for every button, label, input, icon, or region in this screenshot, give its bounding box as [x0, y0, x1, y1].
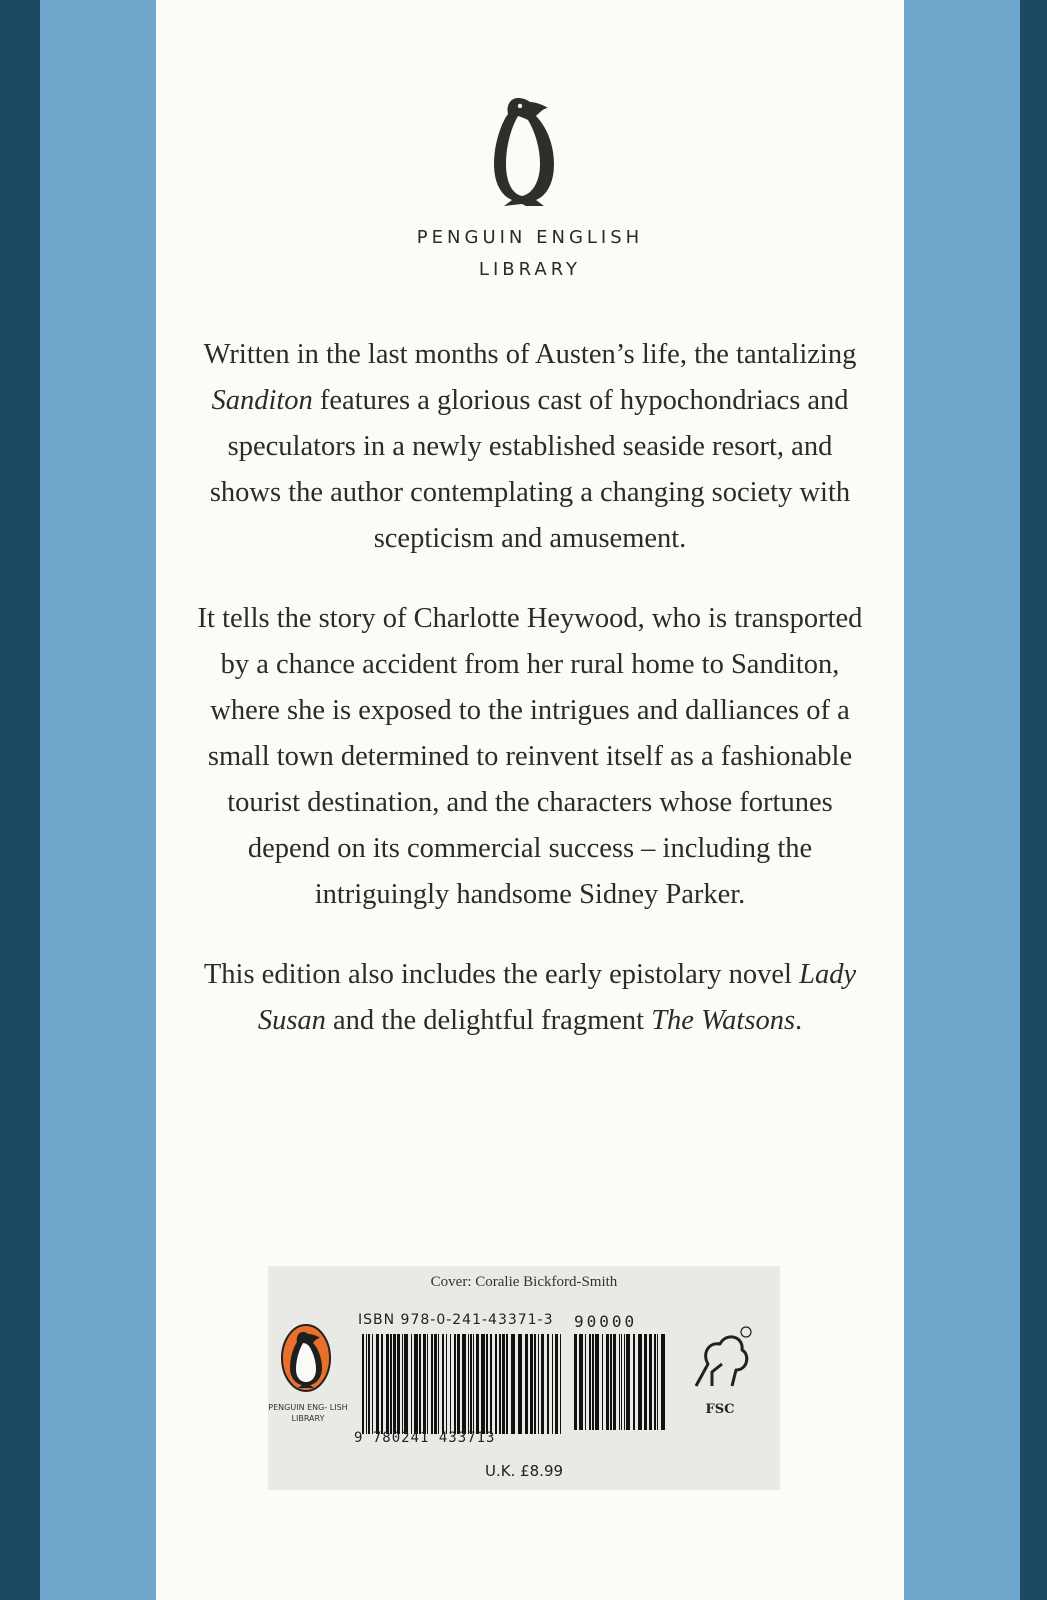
barcode-panel: [268, 1266, 780, 1490]
barcode-bar: [462, 1334, 466, 1434]
barcode-bar: [579, 1334, 583, 1430]
logo-label: PENGUIN ENG- LISH LIBRARY: [268, 1403, 348, 1423]
barcode-bar: [585, 1334, 586, 1430]
price: U.K. £8.99: [484, 1462, 564, 1480]
barcode-bar: [390, 1334, 392, 1434]
blurb-paragraph-3: [196, 952, 864, 1044]
blurb-text: and the delightful fragment: [325, 1005, 652, 1036]
series-title-line2: LIBRARY: [478, 259, 582, 280]
barcode-bar: [547, 1334, 549, 1434]
blurb-paragraph-1: [196, 332, 864, 562]
barcode-bar: [495, 1334, 497, 1434]
barcode-bar: [626, 1334, 630, 1430]
barcode-bar: [446, 1334, 447, 1434]
barcode-icon: [362, 1334, 562, 1434]
barcode-bar: [661, 1334, 665, 1430]
barcode-bar: [595, 1334, 599, 1430]
fsc-label: FSC: [705, 1402, 735, 1417]
barcode-bar: [525, 1334, 528, 1434]
barcode-bar: [376, 1334, 379, 1434]
cover-credit: Cover: Coralie Bickford-Smith: [430, 1274, 618, 1290]
barcode-bar: [638, 1334, 642, 1430]
barcode-bar: [431, 1334, 433, 1434]
barcode-bar: [506, 1334, 508, 1434]
barcode-bar: [518, 1334, 522, 1434]
barcode-bar: [470, 1334, 472, 1434]
barcode-bar: [610, 1334, 612, 1430]
barcode-digits: 9 780241 433713: [354, 1430, 496, 1446]
barcode-bar: [624, 1334, 625, 1430]
right-blue-band: [904, 0, 1020, 1600]
barcode-bar: [366, 1334, 367, 1434]
penguin-icon: [488, 92, 560, 210]
blurb: [196, 332, 864, 1078]
series-title: [156, 222, 904, 286]
fsc-tree-icon: [688, 1324, 752, 1404]
barcode-bar: [534, 1334, 536, 1434]
barcode-bar: [450, 1334, 451, 1434]
price-code-digits: 90000: [574, 1312, 638, 1331]
barcode-bar: [649, 1334, 652, 1430]
barcode-bar: [502, 1334, 505, 1434]
barcode-bar: [362, 1334, 364, 1434]
barcode-bar: [644, 1334, 647, 1430]
barcode-bar: [397, 1334, 400, 1434]
barcode-bar: [613, 1334, 616, 1430]
barcode-bar: [560, 1334, 561, 1434]
barcode-bar: [530, 1334, 533, 1434]
isbn-text: ISBN 978-0-241-43371-3: [358, 1312, 554, 1328]
barcode-bar: [419, 1334, 421, 1434]
barcode-bar: [490, 1334, 492, 1434]
barcode-bar: [393, 1334, 396, 1434]
barcode-bar: [574, 1334, 577, 1430]
barcode-bar: [423, 1334, 426, 1434]
barcode-bar: [511, 1334, 515, 1434]
barcode-bar: [486, 1334, 488, 1434]
price-code-barcode-icon: [574, 1334, 666, 1430]
barcode-bar: [541, 1334, 544, 1434]
barcode-bar: [368, 1334, 370, 1434]
book-title-the-watsons: The Watsons: [651, 1005, 796, 1036]
barcode-bar: [589, 1334, 591, 1430]
blurb-text: features a glorious cast of hypochondriacs and speculators in a newly established seaside resort, and shows the author contemplating a changing society with scepticism and amusement.: [209, 385, 851, 554]
barcode-bar: [434, 1334, 437, 1434]
blurb-paragraph-2: It tells the story of Charlotte Heywood, who is transported by a chance accident from her rural home to Sanditon, where she is exposed to the intrigues and dalliances of a small town determined to reinvent itself as a fashionable tourist destination, and the characters whose fortunes depend on its commercial success – including the intriguingly handsome Sidney Parker.: [197, 603, 863, 910]
barcode-bar: [657, 1334, 658, 1430]
left-blue-band: [40, 0, 156, 1600]
barcode-bar: [592, 1334, 594, 1430]
barcode-bar: [381, 1334, 383, 1434]
barcode-bar: [499, 1334, 501, 1434]
barcode-bar: [386, 1334, 389, 1434]
barcode-bar: [457, 1334, 460, 1434]
book-title-lady-susan: Lady Susan: [257, 959, 857, 1036]
barcode-bar: [473, 1334, 474, 1434]
barcode-bar: [427, 1334, 428, 1434]
barcode-bar: [404, 1334, 408, 1434]
blurb-text: .: [795, 1005, 803, 1036]
barcode-bar: [438, 1334, 439, 1434]
barcode-bar: [468, 1334, 469, 1434]
book-title-sanditon: Sanditon: [211, 385, 313, 416]
barcode-bar: [476, 1334, 479, 1434]
penguin-badge-icon: [278, 1322, 334, 1394]
blurb-text: Written in the last months of Austen’s life, the tantalizing: [203, 339, 857, 370]
barcode-bar: [552, 1334, 553, 1434]
barcode-bar: [414, 1334, 418, 1434]
barcode-bar: [454, 1334, 456, 1434]
barcode-bar: [372, 1334, 373, 1434]
barcode-bar: [411, 1334, 412, 1434]
barcode-bar: [555, 1334, 558, 1434]
barcode-bar: [621, 1334, 622, 1430]
barcode-bar: [442, 1334, 444, 1434]
barcode-bar: [606, 1334, 609, 1430]
blurb-text: This edition also includes the early epistolary novel: [203, 959, 800, 990]
series-title-line1: PENGUIN ENGLISH: [416, 227, 644, 248]
barcode-bar: [654, 1334, 656, 1430]
barcode-bar: [402, 1334, 403, 1434]
barcode-bar: [602, 1334, 603, 1430]
barcode-bar: [538, 1334, 539, 1434]
barcode-bar: [481, 1334, 485, 1434]
barcode-bar: [633, 1334, 635, 1430]
barcode-bar: [619, 1334, 620, 1430]
